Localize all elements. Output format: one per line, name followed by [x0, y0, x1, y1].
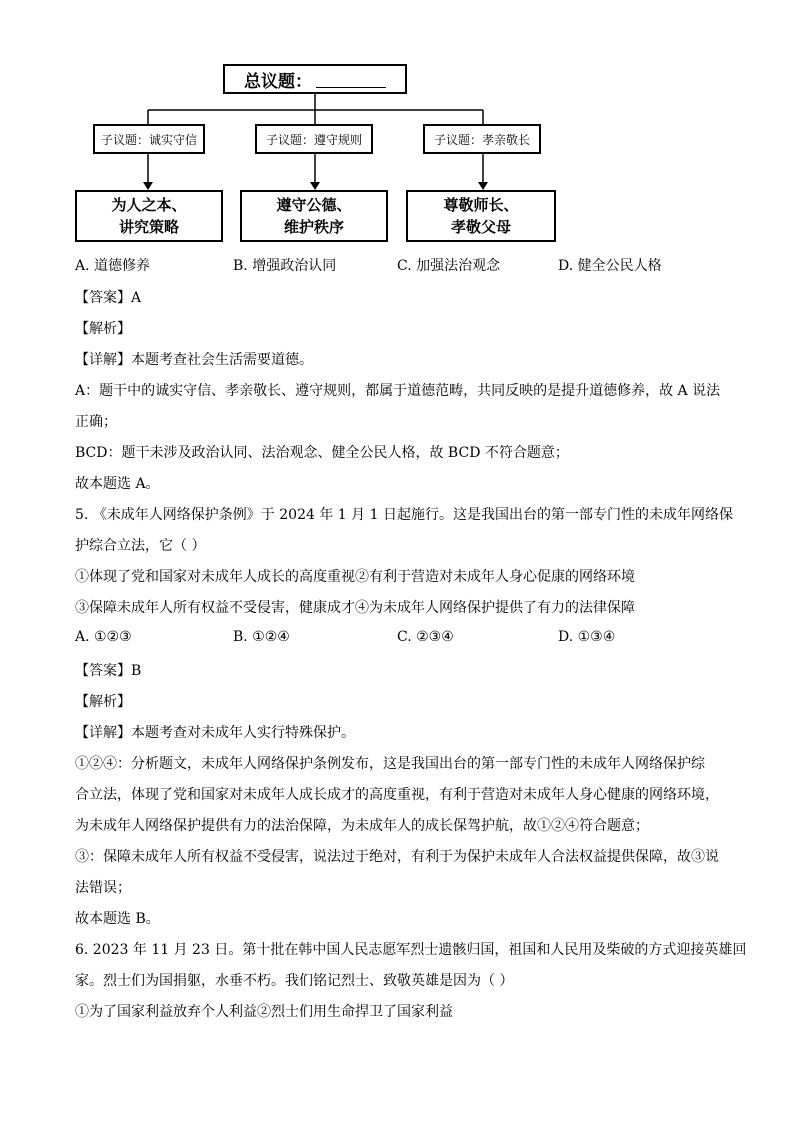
q5-conclusion: 故本题选 B。	[75, 911, 160, 927]
q4-answer: 【答案】A	[75, 290, 142, 306]
q5-explanation-5: 法错误；	[75, 880, 131, 896]
q5-statement-1: ①体现了党和国家对未成年人成长的高度重视②有利于营造对未成年人身心促康的网络环境	[75, 569, 635, 585]
q5-analysis: 【解析】	[75, 694, 131, 710]
q4-detail: 【详解】本题考查社会生活需要道德。	[75, 352, 313, 368]
sub-topic-3: 子议题：孝亲敬长	[423, 124, 541, 154]
sub-topic-1: 子议题：诚实守信	[93, 124, 205, 154]
q5-option-d: D. ①③④	[558, 629, 616, 645]
q4-option-a: A. 道德修养	[75, 258, 151, 274]
q5-option-a: A. ①②③	[75, 629, 132, 645]
q5-stem-2: 护综合立法，它（ ）	[75, 538, 206, 554]
q5-detail: 【详解】本题考查对未成年人实行特殊保护。	[75, 725, 355, 741]
sub-topic-2: 子议题：遵守规则	[255, 124, 373, 154]
result-box-3: 尊敬师长、 孝敬父母	[406, 190, 556, 242]
q4-explanation-2: BCD：题干未涉及政治认同、法治观念、健全公民人格，故 BCD 不符合题意；	[75, 445, 569, 461]
q5-stem-1: 5. 《未成年人网络保护条例》于 2024 年 1 月 1 日起施行。这是我国出台的第一部专门性的未成年网络保	[75, 507, 733, 523]
q5-answer: 【答案】B	[75, 663, 142, 679]
q5-explanation-1: ①②④：分析题文，未成年人网络保护条例发布，这是我国出台的第一部专门性的未成年人网络保护综	[75, 756, 705, 772]
q5-explanation-4: ③：保障未成年人所有权益不受侵害，说法过于绝对，有利于为保护未成年人合法权益提供保障，故③说	[75, 849, 719, 865]
q4-conclusion: 故本题选 A。	[75, 476, 160, 492]
q4-option-c: C. 加强法治观念	[397, 258, 501, 274]
topic-diagram	[0, 0, 794, 250]
q6-stem-1: 6. 2023 年 11 月 23 日。第十批在韩中国人民志愿军烈士遗骸归国，祖国和人民用及柴破的方式迎接英雄回	[75, 942, 747, 958]
q5-statement-2: ③保障未成年人所有权益不受侵害，健康成才④为未成年人网络保护提供了有力的法律保障	[75, 600, 635, 616]
result-box-1: 为人之本、 讲究策略	[75, 190, 223, 242]
q6-stem-2: 家。烈士们为国捐躯，水垂不朽。我们铭记烈士、致敬英雄是因为（ ）	[75, 973, 514, 989]
q4-explanation-1b: 正确；	[75, 414, 117, 430]
q4-option-d: D. 健全公民人格	[558, 258, 662, 274]
main-topic-blank	[316, 71, 386, 88]
q5-explanation-2: 合立法，体现了党和国家对未成年人成长成才的高度重视，有利于营造对未成年人身心健康的网络环境，	[75, 787, 719, 803]
q4-explanation-1: A：题干中的诚实守信、孝亲敬长、遵守规则，都属于道德范畴，共同反映的是提升道德修养，故 A 说法	[75, 383, 721, 399]
q5-explanation-3: 为未成年人网络保护提供有力的法治保障，为未成年人的成长保驾护航，故①②④符合题意；	[75, 818, 649, 834]
main-topic-label: 总议题：	[244, 71, 312, 92]
main-topic-box	[223, 64, 407, 94]
q4-option-b: B. 增强政治认同	[233, 258, 337, 274]
q6-statement-1: ①为了国家利益放弃个人利益②烈士们用生命捍卫了国家利益	[75, 1004, 453, 1020]
result-box-2: 遵守公德、 维护秩序	[240, 190, 388, 242]
q5-option-c: C. ②③④	[397, 629, 454, 645]
q5-option-b: B. ①②④	[233, 629, 290, 645]
q4-analysis: 【解析】	[75, 321, 131, 337]
